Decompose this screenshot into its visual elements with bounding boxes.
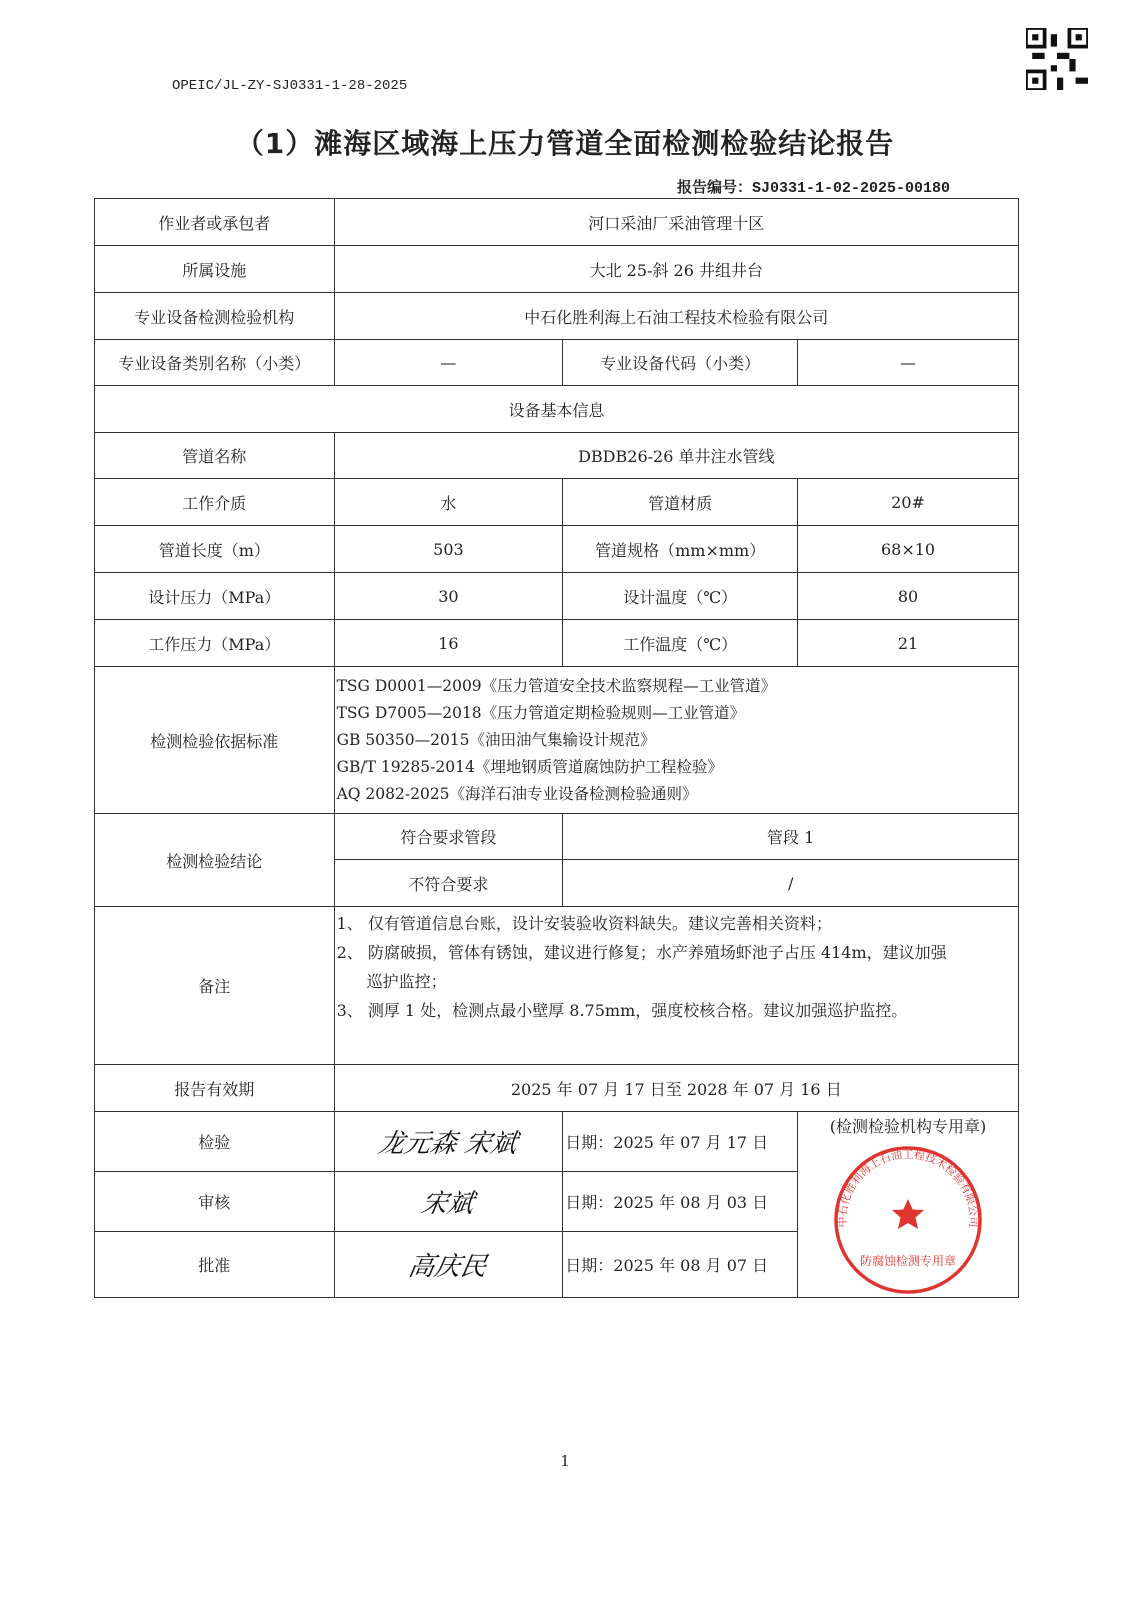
row-operator (95, 199, 1019, 246)
seal-bottom-text: 防腐蚀检测专用章 (860, 1254, 957, 1268)
label: 设计温度（℃） (563, 573, 798, 620)
seal-ring-text: 中石化胜利海上石油工程技术检验有限公司 (835, 1148, 981, 1228)
signature (334, 1112, 563, 1172)
value: 中石化胜利海上石油工程技术检验有限公司 (334, 293, 1018, 340)
standard-item: TSG D7005—2018《压力管道定期检验规则—工业管道》 (336, 703, 746, 722)
date: 日期：2025 年 08 月 07 日 (563, 1232, 798, 1298)
value: 水 (334, 479, 563, 526)
value: 21 (798, 620, 1019, 667)
section-heading: 设备基本信息 (95, 386, 1019, 433)
row-validity (95, 1065, 1019, 1112)
value: 河口采油厂采油管理十区 (334, 199, 1018, 246)
label: 专业设备检测检验机构 (95, 293, 335, 340)
value: 2025 年 07 月 17 日至 2028 年 07 月 16 日 (334, 1065, 1018, 1112)
label: 工作介质 (95, 479, 335, 526)
value: 80 (798, 573, 1019, 620)
label: 专业设备代码（小类） (563, 340, 798, 386)
row-design (95, 573, 1019, 620)
page-number: 1 (560, 1452, 570, 1470)
label: 报告有效期 (95, 1065, 335, 1112)
signature (334, 1172, 563, 1232)
date: 日期：2025 年 07 月 17 日 (563, 1112, 798, 1172)
signature (334, 1232, 563, 1298)
label: 作业者或承包者 (95, 199, 335, 246)
standard-item: TSG D0001—2009《压力管道安全技术监察规程—工业管道》 (336, 676, 777, 695)
value: 大北 25-斜 26 井组井台 (334, 246, 1018, 293)
row-medium (95, 479, 1019, 526)
row-inspect (95, 1112, 1019, 1172)
row-remarks (95, 907, 1019, 1065)
row-standards (95, 667, 1019, 814)
label: 所属设施 (95, 246, 335, 293)
standard-item: GB 50350—2015《油田油气集输设计规范》 (336, 730, 656, 749)
label: 符合要求管段 (334, 814, 563, 860)
value: — (798, 340, 1019, 386)
remark-item: 2、 防腐破损，管体有锈蚀，建议进行修复；水产养殖场虾池子占压 414m，建议加强 (336, 943, 947, 962)
report-number (677, 176, 950, 197)
row-work (95, 620, 1019, 667)
label: 备注 (95, 907, 335, 1065)
stamp-cell (798, 1112, 1019, 1298)
report-number-value: SJ0331-1-02-2025-00180 (751, 180, 950, 197)
label: 批准 (95, 1232, 335, 1298)
document-code: OPEIC/JL-ZY-SJ0331-1-28-2025 (172, 78, 408, 94)
label: 不符合要求 (334, 860, 563, 907)
svg-text:中石化胜利海上石油工程技术检验有限公司 (835, 1147, 980, 1228)
row-length (95, 526, 1019, 573)
standard-item: GB/T 19285-2014《埋地钢质管道腐蚀防护工程检验》 (336, 757, 723, 776)
remark-item: 巡护监控； (366, 972, 447, 991)
stamp-caption: (检测检验机构专用章) (829, 1117, 987, 1136)
report-table (94, 198, 1019, 1298)
label: 管道材质 (563, 479, 798, 526)
value: 503 (334, 526, 563, 573)
value: — (334, 340, 563, 386)
row-conclusion-ok (95, 814, 1019, 860)
standard-item: AQ 2082-2025《海洋石油专业设备检测检验通则》 (336, 784, 698, 803)
value: 管段 1 (563, 814, 1019, 860)
row-basic-info (95, 386, 1019, 433)
signature-text: 高庆民 (406, 1252, 490, 1282)
remark-item: 3、 测厚 1 处，检测点最小壁厚 8.75mm，强度校核合格。建议加强巡护监控。 (336, 1001, 908, 1020)
qr-code-icon (1026, 28, 1088, 90)
value: / (563, 860, 1019, 907)
value: 68×10 (798, 526, 1019, 573)
label: 检验 (95, 1112, 335, 1172)
value: 30 (334, 573, 563, 620)
value: 16 (334, 620, 563, 667)
label: 设计压力（MPa） (95, 573, 335, 620)
label: 审核 (95, 1172, 335, 1232)
date: 日期：2025 年 08 月 03 日 (563, 1172, 798, 1232)
label: 检测检验结论 (95, 814, 335, 907)
row-facility (95, 246, 1019, 293)
row-pipe-name (95, 433, 1019, 479)
value: 20# (798, 479, 1019, 526)
report-title: （1）滩海区域海上压力管道全面检测检验结论报告 (235, 127, 895, 160)
label: 检测检验依据标准 (95, 667, 335, 814)
label: 工作温度（℃） (563, 620, 798, 667)
seal-star-icon (892, 1199, 924, 1229)
remark-item: 1、 仅有管道信息台账，设计安装验收资料缺失。建议完善相关资料； (336, 914, 832, 933)
row-agency (95, 293, 1019, 340)
label: 工作压力（MPa） (95, 620, 335, 667)
signature-text: 龙元森 宋斌 (376, 1129, 520, 1159)
label: 管道规格（mm×mm） (563, 526, 798, 573)
report-number-label: 报告编号： (676, 178, 752, 196)
label: 管道长度（m） (95, 526, 335, 573)
label: 专业设备类别名称（小类） (95, 340, 335, 386)
official-seal-icon (798, 1142, 1018, 1297)
row-category (95, 340, 1019, 386)
remarks-list (334, 907, 1018, 1065)
label: 管道名称 (95, 433, 335, 479)
standards-list (334, 667, 1018, 814)
value: DBDB26-26 单井注水管线 (334, 433, 1018, 479)
signature-text: 宋斌 (419, 1189, 477, 1219)
